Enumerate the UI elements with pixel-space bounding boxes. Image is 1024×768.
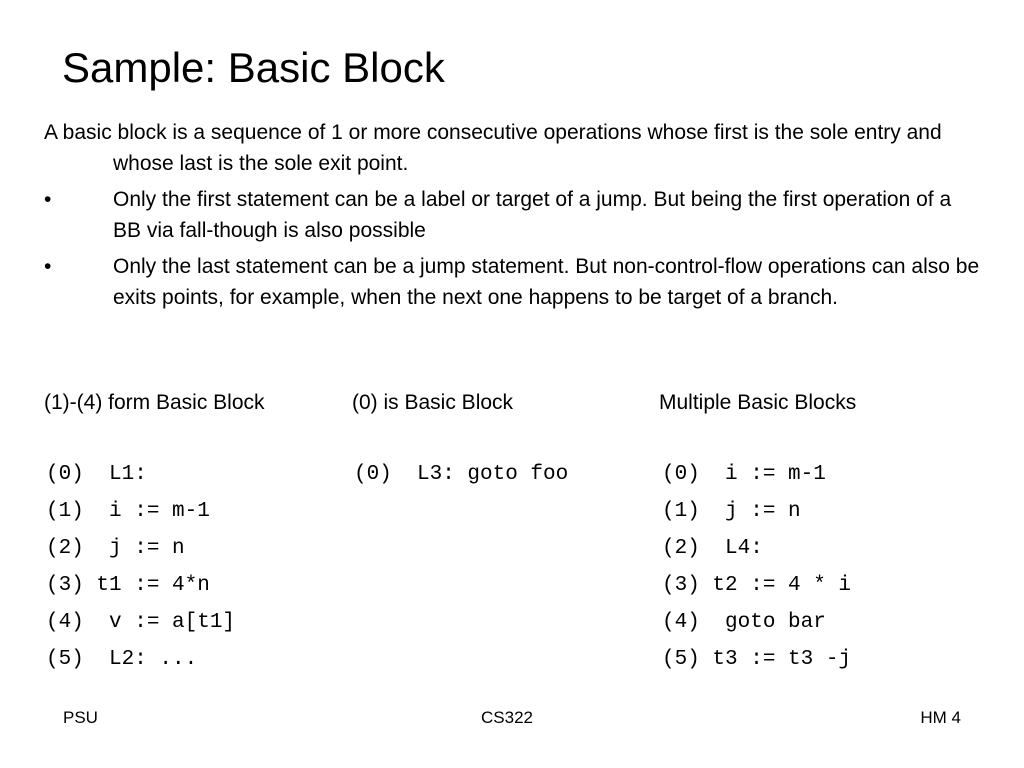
column-heading-2: (0) is Basic Block: [352, 391, 514, 414]
bullet-text: Only the first statement can be a label or target of a jump. But being the first operation of a BB via fall-though is also possible: [113, 188, 952, 242]
bullet-marker: •: [44, 188, 52, 211]
footer-right: HM 4: [920, 708, 961, 727]
bullet-text: Only the last statement can be a jump statement. But non-control-flow operations can also be exits points, for example, when the next one happens to be target of a branch.: [113, 255, 980, 309]
code-line: (3) t1 := 4*n: [46, 574, 210, 597]
slide-body: [44, 118, 984, 319]
code-line: (1) j := n: [662, 500, 801, 523]
bullet-marker: •: [44, 255, 52, 278]
bullet-item: [44, 252, 984, 313]
footer-left: PSU: [63, 708, 98, 727]
code-line: (5) t3 := t3 -j: [662, 648, 852, 671]
code-line: (2) j := n: [46, 537, 185, 560]
code-line: (4) v := a[t1]: [46, 611, 236, 634]
code-line: (3) t2 := 4 * i: [662, 574, 852, 597]
code-block-3: [662, 459, 851, 681]
code-line: (0) i := m-1: [662, 463, 826, 486]
column-heading-1: (1)-(4) form Basic Block: [44, 391, 265, 414]
code-line: (4) goto bar: [662, 611, 826, 634]
code-line: (0) L1:: [46, 463, 147, 486]
intro-paragraph: A basic block is a sequence of 1 or more consecutive operations whose first is the sole entry and whose last is the sole exit point.: [44, 121, 942, 175]
bullet-item: [44, 185, 984, 246]
code-line: (5) L2: ...: [46, 648, 198, 671]
footer-center: CS322: [481, 708, 533, 727]
code-line: (0) L3: goto foo: [354, 463, 569, 486]
code-block-2: [354, 459, 568, 496]
slide-title: Sample: Basic Block: [62, 44, 445, 91]
code-line: (2) L4:: [662, 537, 763, 560]
code-block-1: [46, 459, 235, 681]
code-line: (1) i := m-1: [46, 500, 210, 523]
column-heading-3: Multiple Basic Blocks: [659, 391, 857, 414]
